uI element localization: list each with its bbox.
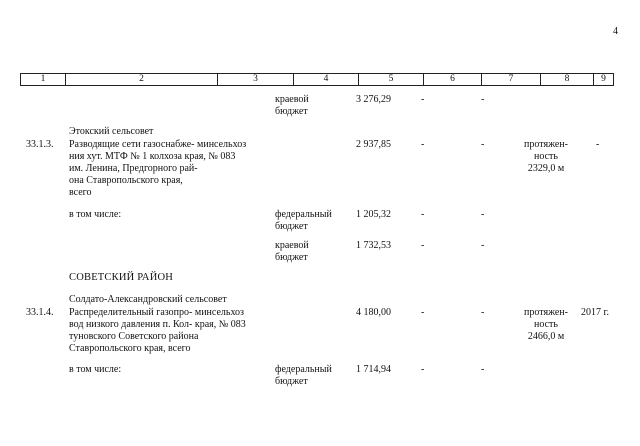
description-line: Этокский сельсовет	[69, 126, 154, 137]
description-line: она Ставропольского края,	[69, 175, 183, 186]
funding-source: федеральный	[275, 209, 332, 220]
col6-value: -	[421, 240, 425, 251]
funding-source: бюджет	[275, 252, 308, 263]
column-header-4: 4	[294, 74, 359, 85]
column-header-row	[20, 73, 614, 86]
funding-source: бюджет	[275, 376, 308, 387]
col7-value: -	[481, 209, 485, 220]
funding-source: краевой	[275, 94, 309, 105]
col7-value: -	[481, 307, 485, 318]
length-label: ность	[534, 151, 558, 162]
column-header-1: 1	[21, 74, 66, 85]
column-header-6: 6	[424, 74, 482, 85]
column-header-5: 5	[359, 74, 424, 85]
description-line: Солдато-Александровский сельсовет	[69, 294, 227, 305]
col7-value: -	[481, 94, 485, 105]
length-value: 2466,0 м	[527, 331, 565, 342]
amount: 2 937,85	[356, 139, 391, 150]
col6-value: -	[421, 94, 425, 105]
length-value: 2329,0 м	[527, 163, 565, 174]
row-number: 33.1.3.	[26, 139, 54, 150]
description-line: всего	[69, 187, 92, 198]
funding-source: бюджет	[275, 106, 308, 117]
description-line: Разводящие сети газоснабже- минсельхоз	[69, 139, 247, 150]
col7-value: -	[481, 240, 485, 251]
column-header-3: 3	[218, 74, 294, 85]
col6-value: -	[421, 139, 425, 150]
description-line: ния хут. МТФ № 1 колхоза края, № 083	[69, 151, 236, 162]
col7-value: -	[481, 364, 485, 375]
year-value: -	[596, 139, 600, 150]
description-line: вод низкого давления п. Кол- края, № 083	[69, 319, 246, 330]
section-heading: СОВЕТСКИЙ РАЙОН	[69, 272, 174, 283]
subtotal-label: в том числе:	[69, 364, 122, 375]
funding-source: федеральный	[275, 364, 332, 375]
column-header-2: 2	[66, 74, 218, 85]
subtotal-label: в том числе:	[69, 209, 122, 220]
description-line: туновского Советского района	[69, 331, 199, 342]
description-line: Распределительный газопро- минсельхоз	[69, 307, 245, 318]
col6-value: -	[421, 209, 425, 220]
col6-value: -	[421, 364, 425, 375]
col6-value: -	[421, 307, 425, 318]
length-label: ность	[534, 319, 558, 330]
length-label: протяжен-	[524, 307, 568, 318]
column-header-7: 7	[482, 74, 541, 85]
year-value: 2017 г.	[581, 307, 609, 318]
col7-value: -	[481, 139, 485, 150]
description-line: Ставропольского края, всего	[69, 343, 191, 354]
column-header-9: 9	[601, 74, 606, 84]
amount: 1 714,94	[356, 364, 391, 375]
row-number: 33.1.4.	[26, 307, 54, 318]
page-number: 4	[613, 26, 618, 37]
amount: 3 276,29	[356, 94, 391, 105]
amount: 1 732,53	[356, 240, 391, 251]
column-header-8: 8	[541, 74, 594, 85]
length-label: протяжен-	[524, 139, 568, 150]
amount: 1 205,32	[356, 209, 391, 220]
funding-source: бюджет	[275, 221, 308, 232]
amount: 4 180,00	[356, 307, 391, 318]
funding-source: краевой	[275, 240, 309, 251]
description-line: им. Ленина, Предгорного рай-	[69, 163, 198, 174]
